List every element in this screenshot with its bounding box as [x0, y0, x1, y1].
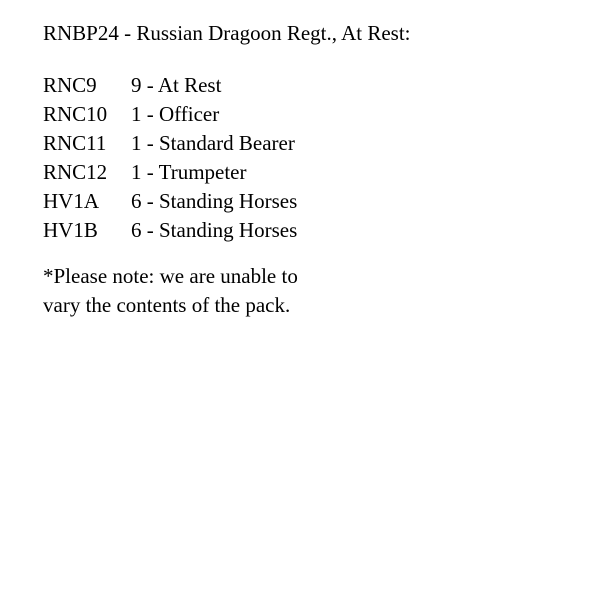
item-description: 6 - Standing Horses: [131, 218, 298, 242]
pack-note: [43, 262, 583, 320]
item-code: RNC9: [43, 73, 97, 97]
item-code: HV1A: [43, 189, 99, 213]
list-item: [43, 71, 583, 100]
list-item: [43, 187, 583, 216]
item-description: 1 - Standard Bearer: [131, 131, 295, 155]
document: [43, 19, 583, 320]
item-code: HV1B: [43, 218, 98, 242]
item-code: RNC12: [43, 160, 108, 184]
item-code: RNC10: [43, 102, 108, 126]
note-line: vary the contents of the pack.: [43, 293, 291, 317]
list-item: [43, 216, 583, 245]
list-item: [43, 158, 583, 187]
item-description: 1 - Trumpeter: [131, 160, 247, 184]
item-description: 9 - At Rest: [131, 73, 222, 97]
note-line: *Please note: we are unable to: [43, 264, 298, 288]
item-description: 6 - Standing Horses: [131, 189, 298, 213]
item-description: 1 - Officer: [131, 102, 220, 126]
list-item: [43, 100, 583, 129]
contents-list: [43, 71, 583, 245]
list-item: [43, 129, 583, 158]
item-code: RNC11: [43, 131, 107, 155]
pack-title: RNBP24 - Russian Dragoon Regt., At Rest:: [43, 21, 411, 45]
